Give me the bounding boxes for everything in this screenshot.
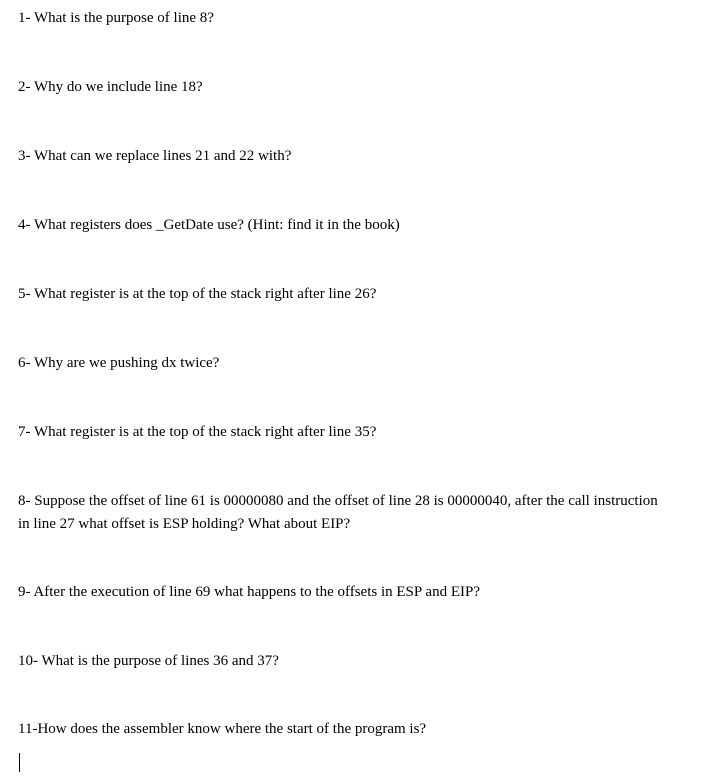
question-8: 8- Suppose the offset of line 61 is 00000080 and the offset of line 28 is 00000040, after the call instruction in line 27 what offset is ESP holding? What about EIP? xyxy=(18,493,658,532)
question-11: 11-How does the assembler know where the start of the program is? xyxy=(18,721,427,737)
question-6: 6- Why are we pushing dx twice? xyxy=(18,355,220,371)
question-2: 2- Why do we include line 18? xyxy=(18,79,203,95)
question-5: 5- What register is at the top of the stack right after line 26? xyxy=(18,286,377,302)
question-1: 1- What is the purpose of line 8? xyxy=(18,10,214,26)
question-7: 7- What register is at the top of the stack right after line 35? xyxy=(18,424,377,440)
question-10: 10- What is the purpose of lines 36 and 37? xyxy=(18,653,279,669)
question-9: 9- After the execution of line 69 what happens to the offsets in ESP and EIP? xyxy=(18,584,480,600)
text-cursor[interactable] xyxy=(19,753,20,772)
question-4: 4- What registers does _GetDate use? (Hint: find it in the book) xyxy=(18,217,400,233)
question-3: 3- What can we replace lines 21 and 22 with? xyxy=(18,148,292,164)
